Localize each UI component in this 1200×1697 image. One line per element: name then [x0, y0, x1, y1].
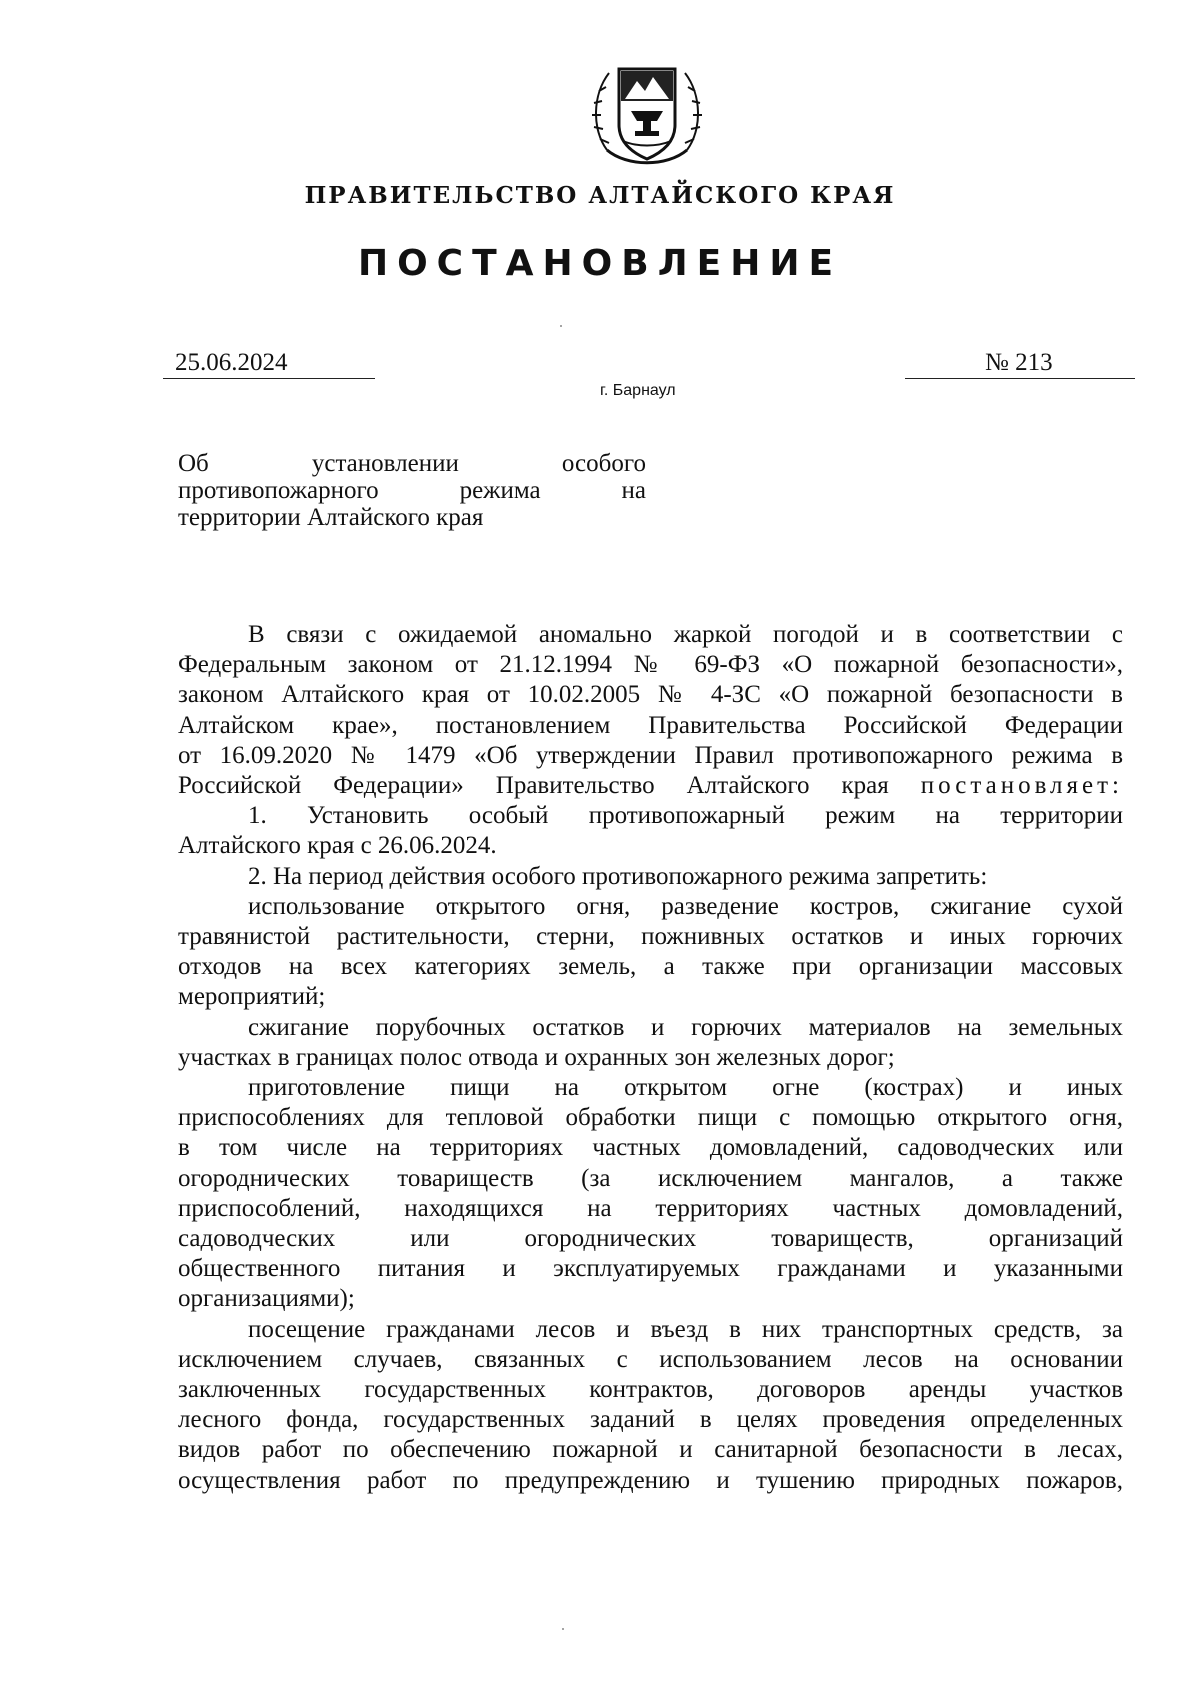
body-line: Алтайском крае», постановлением Правительства Российской Федерации [178, 711, 1123, 739]
body-line: посещение гражданами лесов и въезд в них транспортных средств, за [248, 1315, 1123, 1343]
subject-line: Об установлении особого [178, 450, 646, 477]
body-line: видов работ по обеспечению пожарной и санитарной безопасности в лесах, [178, 1436, 1123, 1464]
body-line: В связи с ожидаемой аномально жаркой погодой и в соответствии с [248, 621, 1123, 648]
body-line: использование открытого огня, разведение костров, сжигание сухой [248, 892, 1123, 920]
body-line: приспособлений, находящихся на территориях частных домовладений, [178, 1194, 1123, 1222]
body-line: в том числе на территориях частных домовладений, садоводческих или [178, 1134, 1123, 1162]
subject-line: противопожарного режима на [178, 477, 646, 504]
body-line: травянистой растительности, стерни, пожнивных остатков и иных горючих [178, 923, 1123, 951]
body-line: общественного питания и эксплуатируемых гражданами и указанными [178, 1255, 1123, 1283]
coat-of-arms-icon [587, 55, 707, 173]
body-line: исключением случаев, связанных с использованием лесов на основании [178, 1345, 1123, 1373]
body-line: участках в границах полос отвода и охранных зон железных дорог; [178, 1043, 895, 1071]
body-line: приспособлениях для тепловой обработки пищи с помощью открытого огня, [178, 1104, 1123, 1132]
organization-title: ПРАВИТЕЛЬСТВО АЛТАЙСКОГО КРАЯ [304, 182, 896, 209]
document-subject [178, 450, 646, 531]
subject-line: территории Алтайского края [178, 504, 484, 531]
document-body [178, 620, 1123, 1496]
body-line: приготовление пищи на открытом огне (кострах) и иных [248, 1074, 1123, 1102]
body-line: сжигание порубочных остатков и горючих материалов на земельных [248, 1013, 1123, 1041]
body-line: 2. На период действия особого противопожарного режима запретить: [248, 862, 988, 890]
body-line: 1. Установить особый противопожарный режим на территории [248, 802, 1123, 830]
resolves-word: постановляет: [920, 772, 1124, 800]
body-line: мероприятий; [178, 983, 326, 1011]
body-line: от 16.09.2020 № 1479 «Об утверждении Правил противопожарного режима в [178, 741, 1123, 769]
scan-speck [562, 1628, 564, 1630]
document-number: № 213 [905, 347, 1135, 379]
body-line: осуществления работ по предупреждению и тушению природных пожаров, [178, 1466, 1123, 1494]
body-line: законом Алтайского края от 10.02.2005 № 4-ЗС «О пожарной безопасности в [178, 681, 1123, 709]
body-line: Федеральным законом от 21.12.1994 № 69-ФЗ «О пожарной безопасности», [178, 651, 1123, 679]
body-line: отходов на всех категориях земель, а также при организации массовых [178, 953, 1123, 981]
body-line: лесного фонда, государственных заданий в целях проведения определенных [178, 1406, 1123, 1434]
body-line: садоводческих или огороднических товариществ, организаций [178, 1225, 1123, 1253]
body-line: огороднических товариществ (за исключением мангалов, а также [178, 1164, 1123, 1192]
body-line-text: Российской Федерации» Правительство Алтайского края [178, 772, 889, 800]
body-line: Алтайского края с 26.06.2024. [178, 832, 497, 860]
document-type-title: ПОСТАНОВЛЕНИЕ [357, 243, 843, 284]
body-line: заключенных государственных контрактов, договоров аренды участков [178, 1376, 1123, 1404]
scan-speck [560, 325, 562, 327]
body-line: организациями); [178, 1285, 355, 1313]
document-city: г. Барнаул [600, 382, 676, 399]
body-line-resolution [178, 771, 1123, 801]
document-date: 25.06.2024 [163, 347, 375, 379]
